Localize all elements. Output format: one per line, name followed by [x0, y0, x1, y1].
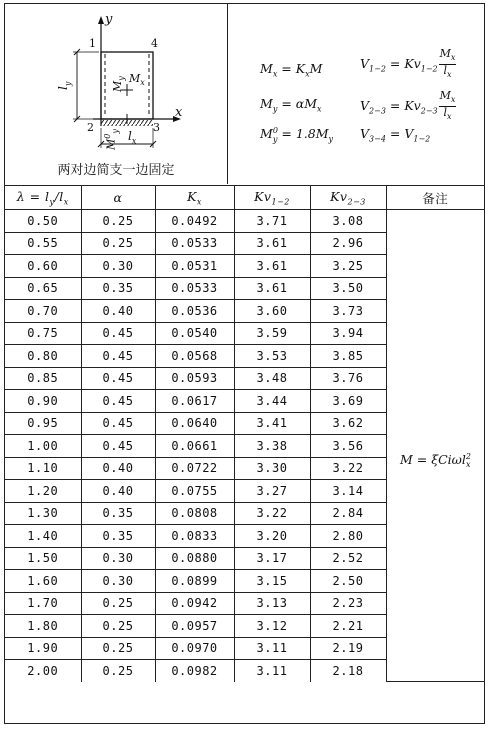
cell-alpha: 0.35 — [81, 277, 155, 300]
table-header-row — [5, 186, 484, 210]
formula-v12: $V_{1-2} = Kv_{1-2}$ $\frac{M_x}{l_x}$ — [360, 47, 456, 80]
formula-mx: $M_x = K_xM$ — [260, 61, 323, 79]
cell-alpha: 0.30 — [81, 547, 155, 570]
formula-v23: $V_{2-3} = Kv_{2-3}$ $\frac{M_x}{l_x}$ — [360, 89, 456, 122]
cell-kx: 0.0640 — [155, 412, 234, 435]
cell-kv23: 2.96 — [310, 232, 386, 255]
table-body — [5, 210, 484, 682]
cell-kx: 0.0833 — [155, 525, 234, 548]
cell-kx: 0.0722 — [155, 457, 234, 480]
cell-kv12: 3.61 — [234, 255, 310, 278]
cell-kx: 0.0957 — [155, 615, 234, 638]
cell-kv12: 3.53 — [234, 345, 310, 368]
corner-4-label: 4 — [151, 37, 158, 50]
cell-kv23: 2.18 — [310, 660, 386, 682]
cell-alpha: 0.25 — [81, 615, 155, 638]
cell-kv12: 3.30 — [234, 457, 310, 480]
cell-alpha: 0.25 — [81, 232, 155, 255]
cell-lambda: 1.70 — [5, 592, 81, 615]
my-label: $M_y$ — [111, 76, 127, 92]
cell-kv23: 3.08 — [310, 210, 386, 233]
x-axis-label: x — [175, 105, 183, 120]
cell-kx: 0.0593 — [155, 367, 234, 390]
cell-kv12: 3.44 — [234, 390, 310, 413]
cell-kv12: 3.38 — [234, 435, 310, 458]
cell-lambda: 0.90 — [5, 390, 81, 413]
cell-lambda: 1.60 — [5, 570, 81, 593]
cell-alpha: 0.25 — [81, 660, 155, 682]
cell-alpha: 0.45 — [81, 435, 155, 458]
cell-kv12: 3.12 — [234, 615, 310, 638]
cell-kv12: 3.59 — [234, 322, 310, 345]
cell-kx: 0.0942 — [155, 592, 234, 615]
cell-lambda: 1.90 — [5, 637, 81, 660]
y-axis-label: y — [105, 12, 113, 27]
cell-kx: 0.0661 — [155, 435, 234, 458]
formula-cell — [228, 4, 484, 184]
note-formula: M = ξCiωl$^2_x$ — [400, 451, 471, 470]
corner-2-label: 2 — [87, 121, 94, 134]
cell-kv12: 3.48 — [234, 367, 310, 390]
cell-lambda: 1.80 — [5, 615, 81, 638]
cell-kx: 0.0899 — [155, 570, 234, 593]
my0-label: $M^0_y$ — [103, 129, 120, 150]
cell-kv23: 3.94 — [310, 322, 386, 345]
cell-lambda: 0.55 — [5, 232, 81, 255]
cell-lambda: 0.80 — [5, 345, 81, 368]
coefficient-table-sheet — [4, 3, 485, 724]
cell-kv23: 2.21 — [310, 615, 386, 638]
formula-v34: $V_{3-4} = V_{1-2}$ — [360, 126, 431, 144]
cell-kx: 0.0533 — [155, 232, 234, 255]
cell-kv23: 3.14 — [310, 480, 386, 503]
corner-1-label: 1 — [89, 37, 96, 50]
cell-kx: 0.0808 — [155, 502, 234, 525]
cell-alpha: 0.40 — [81, 300, 155, 323]
cell-kv23: 3.56 — [310, 435, 386, 458]
header-kv12: $Kv_{1-2}$ — [234, 186, 310, 210]
header-note: 备注 — [386, 186, 484, 210]
cell-kx: 0.0617 — [155, 390, 234, 413]
cell-kv23: 3.22 — [310, 457, 386, 480]
cell-kv23: 3.85 — [310, 345, 386, 368]
cell-lambda: 0.50 — [5, 210, 81, 233]
diagram-caption: 两对边简支一边固定 — [57, 163, 175, 178]
header-section — [5, 4, 484, 186]
cell-kv23: 3.73 — [310, 300, 386, 323]
cell-alpha: 0.45 — [81, 322, 155, 345]
cell-alpha: 0.25 — [81, 637, 155, 660]
cell-lambda: 1.00 — [5, 435, 81, 458]
cell-kx: 0.0880 — [155, 547, 234, 570]
cell-lambda: 1.50 — [5, 547, 81, 570]
cell-alpha: 0.35 — [81, 525, 155, 548]
cell-lambda: 1.40 — [5, 525, 81, 548]
cell-kv12: 3.11 — [234, 660, 310, 682]
cell-kv12: 3.71 — [234, 210, 310, 233]
cell-alpha: 0.45 — [81, 390, 155, 413]
cell-lambda: 1.10 — [5, 457, 81, 480]
cell-lambda: 1.20 — [5, 480, 81, 503]
cell-kv12: 3.61 — [234, 232, 310, 255]
cell-alpha: 0.30 — [81, 570, 155, 593]
cell-alpha: 0.45 — [81, 367, 155, 390]
cell-lambda: 0.70 — [5, 300, 81, 323]
cell-alpha: 0.40 — [81, 457, 155, 480]
corner-3-label: 3 — [153, 121, 160, 134]
cell-kv23: 2.52 — [310, 547, 386, 570]
cell-lambda: 1.30 — [5, 502, 81, 525]
table-row — [5, 210, 484, 233]
cell-kv12: 3.27 — [234, 480, 310, 503]
cell-kx: 0.0531 — [155, 255, 234, 278]
cell-kv12: 3.61 — [234, 277, 310, 300]
cell-kv23: 3.76 — [310, 367, 386, 390]
cell-kv23: 2.80 — [310, 525, 386, 548]
cell-kv23: 3.69 — [310, 390, 386, 413]
cell-kv23: 2.50 — [310, 570, 386, 593]
cell-kv12: 3.15 — [234, 570, 310, 593]
cell-kv23: 2.23 — [310, 592, 386, 615]
header-kx: $K_x$ — [155, 186, 234, 210]
plate-diagram-cell — [5, 4, 228, 184]
cell-kv23: 3.50 — [310, 277, 386, 300]
cell-alpha: 0.45 — [81, 412, 155, 435]
cell-kx: 0.0540 — [155, 322, 234, 345]
cell-alpha: 0.25 — [81, 210, 155, 233]
cell-kv23: 2.19 — [310, 637, 386, 660]
cell-kv23: 3.62 — [310, 412, 386, 435]
y-axis-arrow — [98, 16, 104, 24]
ly-label: $l_y$ — [56, 81, 73, 90]
cell-lambda: 0.85 — [5, 367, 81, 390]
cell-kv12: 3.20 — [234, 525, 310, 548]
note-cell — [386, 210, 484, 682]
cell-alpha: 0.35 — [81, 502, 155, 525]
cell-kx: 0.0755 — [155, 480, 234, 503]
cell-lambda: 0.65 — [5, 277, 81, 300]
cell-kx: 0.0536 — [155, 300, 234, 323]
cell-kx: 0.0533 — [155, 277, 234, 300]
coefficient-table — [5, 186, 484, 682]
cell-kv12: 3.41 — [234, 412, 310, 435]
formula-my: $M_y = \alpha M_x$ — [260, 96, 322, 114]
cell-kv23: 2.84 — [310, 502, 386, 525]
cell-kx: 0.0492 — [155, 210, 234, 233]
mx-label: $M_x$ — [129, 72, 145, 88]
cell-alpha: 0.45 — [81, 345, 155, 368]
cell-lambda: 0.75 — [5, 322, 81, 345]
cell-kv23: 3.25 — [310, 255, 386, 278]
cell-kx: 0.0970 — [155, 637, 234, 660]
cell-kv12: 3.17 — [234, 547, 310, 570]
cell-kv12: 3.13 — [234, 592, 310, 615]
cell-lambda: 0.60 — [5, 255, 81, 278]
cell-kv12: 3.11 — [234, 637, 310, 660]
cell-alpha: 0.30 — [81, 255, 155, 278]
cell-alpha: 0.25 — [81, 592, 155, 615]
cell-kv12: 3.22 — [234, 502, 310, 525]
formula-my0: $M^0_y = 1.8M_y$ — [260, 126, 334, 144]
header-alpha: α — [81, 186, 155, 210]
cell-kx: 0.0982 — [155, 660, 234, 682]
lx-label: $l_x$ — [128, 129, 137, 146]
cell-lambda: 0.95 — [5, 412, 81, 435]
header-kv23: $Kv_{2-3}$ — [310, 186, 386, 210]
cell-lambda: 2.00 — [5, 660, 81, 682]
cell-kv12: 3.60 — [234, 300, 310, 323]
cell-kx: 0.0568 — [155, 345, 234, 368]
cell-alpha: 0.40 — [81, 480, 155, 503]
header-lambda: $\lambda = l_y/l_x$ — [5, 186, 81, 210]
